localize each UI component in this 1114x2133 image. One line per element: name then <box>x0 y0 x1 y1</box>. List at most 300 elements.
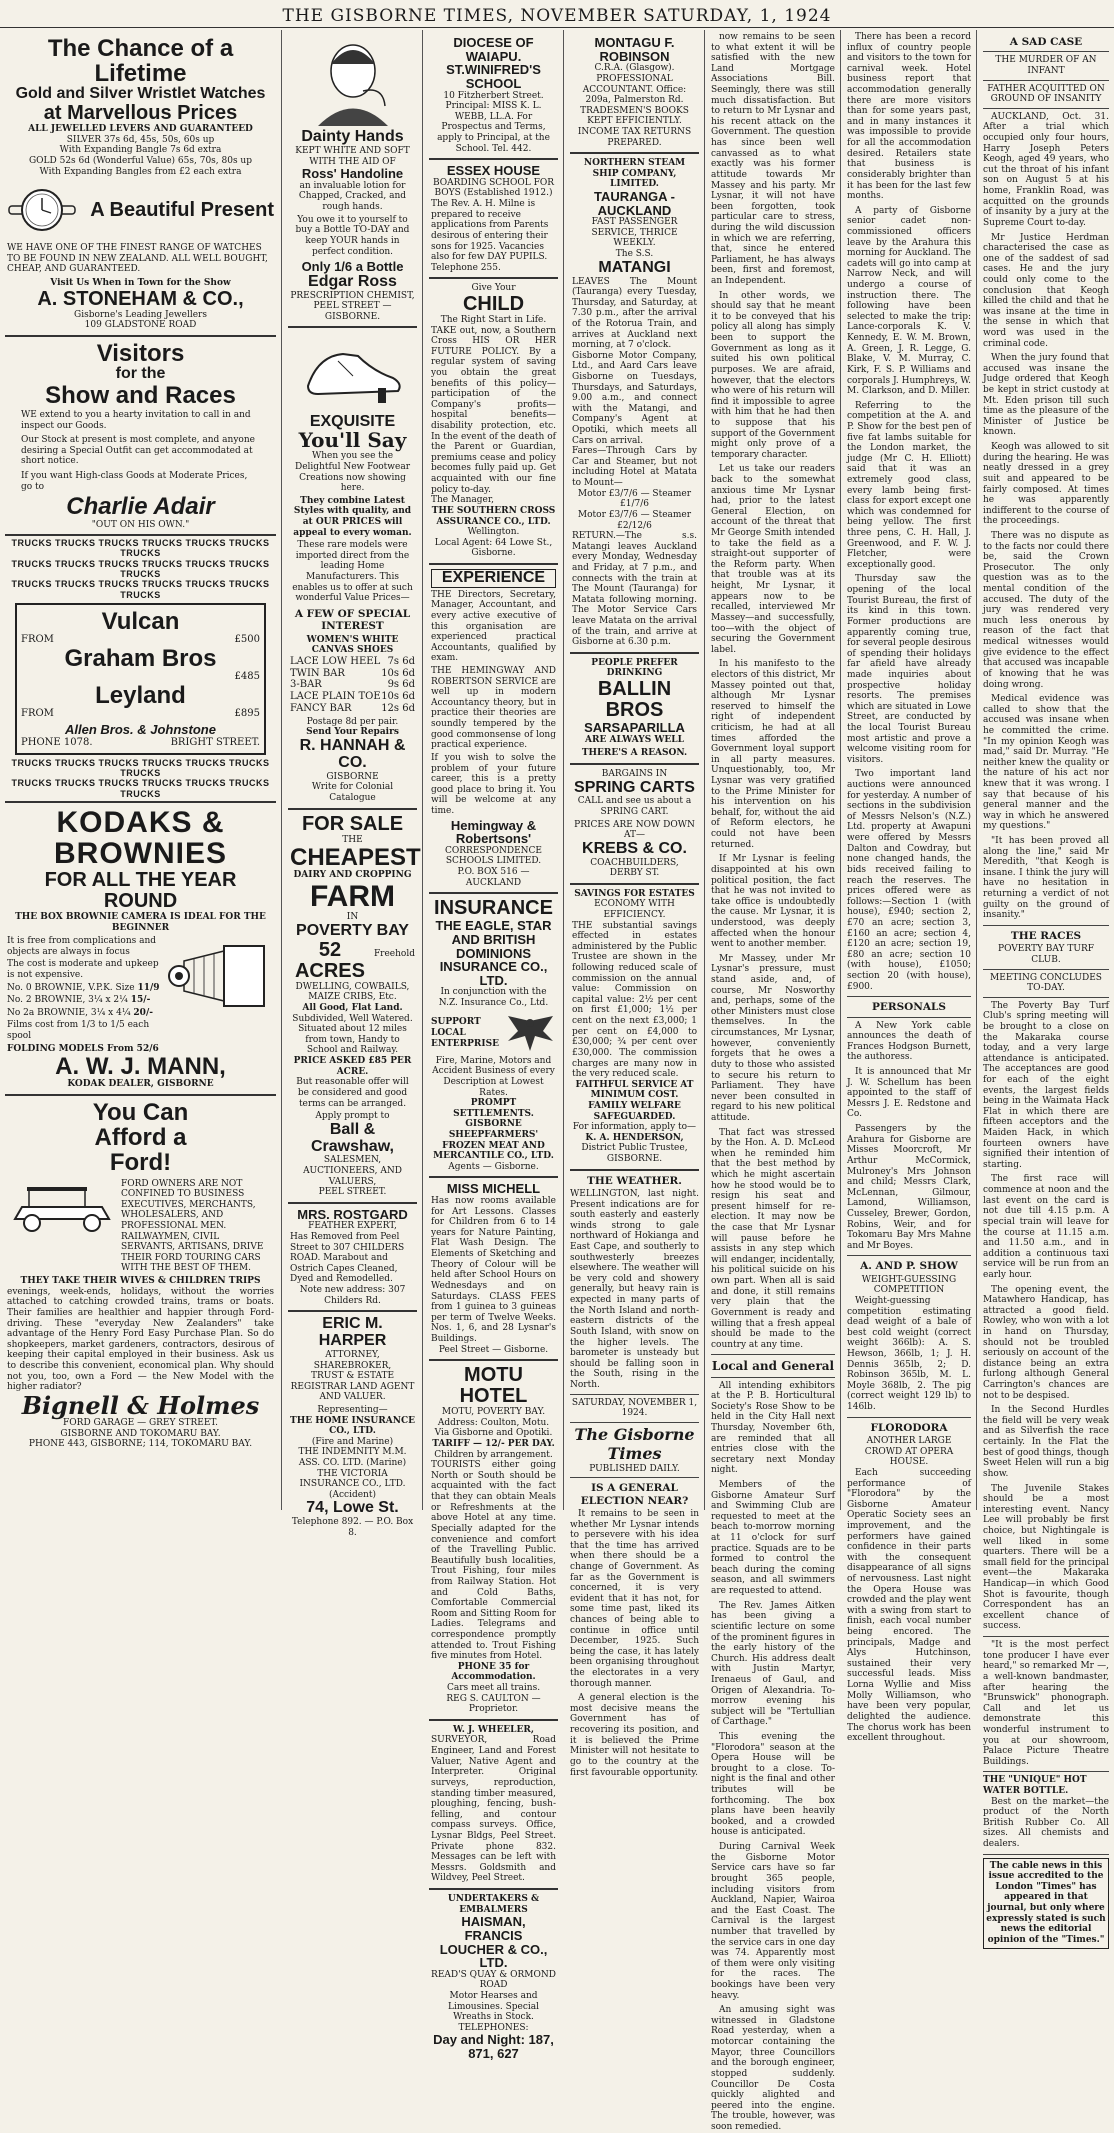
ross-price: Only 1/6 a Bottle <box>301 259 404 275</box>
show-sub: WEIGHT-GUESSING COMPETITION <box>861 1274 957 1296</box>
kodak-item-price: 20/- <box>133 1007 153 1018</box>
column-4 <box>565 30 705 1778</box>
motu-phone: PHONE 35 for Accommodation. <box>451 1661 536 1683</box>
krebs-addr: DERBY ST. <box>609 868 660 879</box>
races-heading: THE RACES <box>1010 929 1082 942</box>
leyland-from: FROM <box>21 708 54 720</box>
adair-name: Charlie Adair <box>66 493 215 521</box>
column-6 <box>842 30 977 1744</box>
local-item: An amusing sight was witnessed in Gladstone Road yesterday, when a motorcar containing the Mayor, three Councillors and the borough engineer, stopped suddenly. Councillor De Costa quickly alighted and peered into the engine. The trouble, however, was soon remedied. <box>711 2005 835 2132</box>
editorial-cont-p2: In other words, we should say that he meant it to be conveyed that his policy all along has simply been to support the Government as long as it suited his own political purposes. We are afraid, however, that the electors who were of his return will find it impossible to agree with him that he had then to suppose that his support of the Government might only prove of a temporary character. <box>711 290 835 460</box>
harper-co3: THE VICTORIA INSURANCE CO., LTD. (Accident) <box>299 1468 406 1500</box>
harper-tel: Telephone 892. — P.O. Box 8. <box>291 1517 414 1538</box>
steam-h2: TAURANGA - AUCKLAND <box>594 188 675 218</box>
stoneham-addr: 109 GLADSTONE ROAD <box>84 320 197 331</box>
robinson-role: C.R.A. (Glasgow). <box>594 63 675 74</box>
steam-return: RETURN.—The s.s. Matangi leaves Auckland every Monday, Wednesday and Friday, at 7 p.m., and connects with the train at The Mount (Tauranga) for Matata following morning. The Motor Service Cars leave Matata on the arrival of the train, and arrive at Gisborne at 6.30 p.m. <box>572 531 697 648</box>
motu-addr: Address: Coulton, Motu. <box>437 1417 550 1428</box>
stoneham-sub1: Gold and Silver Wristlet Watches <box>15 85 266 103</box>
sad-case-heading: A SAD CASE <box>1009 36 1083 48</box>
ross-name: Edgar Ross <box>308 272 397 290</box>
ross-l3: an invaluable lotion for Chapped, Cracked, and rough hands. <box>298 180 407 213</box>
ballin-h2: BALLIN BROS <box>597 678 672 722</box>
undertakers-nums: Day and Night: 187, 871, 627 <box>433 2032 554 2062</box>
kodak-films: Films cost from 1/3 to 1/5 each spool <box>7 1020 150 1042</box>
shoes-name: R. HANNAH & CO. <box>299 737 406 771</box>
local-item: The Rev. James Aitken has been giving a scientific lecture on some of the prominent figures in the early history of the Church. His address dealt with Justin Martyr, Irenaeus of Gaul, and Origen of Alexandria. To-morrow evening his subject will be "Tertullian of Carthage." <box>711 1600 835 1728</box>
steam-h5: MATANGI <box>598 258 671 276</box>
adair-p3: If you want High-class Goods at Moderate Prices, go to <box>21 471 248 492</box>
stoneham-sub2: at Marvellous Prices <box>43 102 238 125</box>
shoes-h2: You'll Say <box>298 428 407 453</box>
graham-price: £485 <box>234 671 260 683</box>
trucks-border-row: TRUCKS TRUCKS TRUCKS TRUCKS TRUCKS TRUCKS TRUCKS <box>11 579 270 600</box>
krebs-ad <box>570 765 699 885</box>
trucks-street: BRIGHT STREET. <box>170 736 260 748</box>
news-item: A party of Gisborne senior cadet non-commissioned officers leave by the Arahura this morning for Auckland. The cadets will go into camp at Narrow Neck, and will undergo a course of instruction there. The following have been selected to make the trip: Lance-corporals K. V. Kennedy, E. W. M. Brown, A. Green, J. R. Legge, G. Blake, V. M. Murray, C. Kirk, F. S. P. Williams and corporals J. Humphreys, W. M. Clarkson, and D. Miller. <box>847 205 971 397</box>
races-sub2: MEETING CONCLUDES TO-DAY. <box>990 972 1102 994</box>
show-heading: A. AND P. SHOW <box>860 1260 958 1273</box>
estates-city: GISBORNE. <box>606 1154 663 1164</box>
editorial-cont-p5: If Mr Lysnar is feeling disappointed at his own political position, the fact that he was not invited to take office is undoubtedly the cause. Mr Lysnar, it is understood, was deeply affected when the honour went to another member. <box>711 854 835 950</box>
trucks-border-row: TRUCKS TRUCKS TRUCKS TRUCKS TRUCKS TRUCKS TRUCKS <box>11 757 270 778</box>
sale-d1: DWELLING, COWBAILS, MAIZE CRIBS, Etc. <box>295 981 410 1003</box>
harper-l2: TRUST & ESTATE REGISTRAR LAND AGENT AND VALUER. <box>290 1371 415 1403</box>
shoe-item-name: TWIN BAR <box>290 667 345 679</box>
shoe-item-price: 10s 6d <box>381 691 415 703</box>
harper-co1: THE HOME INSURANCE CO., LTD. <box>290 1415 415 1437</box>
experience-p3: If you wish to solve the problem of your future career, this is a pretty good place to bring it. You will be welcome at any time. <box>431 752 556 816</box>
trucks-border-row: TRUCKS TRUCKS TRUCKS TRUCKS TRUCKS TRUCKS TRUCKS <box>11 778 270 799</box>
sale-agent2: SALESMEN, AUCTIONEERS, AND VALUERS, <box>303 1155 402 1187</box>
estates-role: District Public Trustee, <box>581 1143 688 1154</box>
kodak-item-price: 15/- <box>130 995 151 1006</box>
adair-p2: Our Stock at present is most complete, and anyone desiring a Special Outfit can get accommodated at short notice. <box>21 435 255 467</box>
stoneham-tag: Gisborne's Leading Jewellers <box>74 309 207 320</box>
adair-tag: "OUT ON HIS OWN." <box>91 519 190 530</box>
shoes-p2: They combine Latest Styles with quality, and at OUR PRICES will appeal to every woman. <box>293 495 412 538</box>
ford-p: evenings, week-ends, holidays, without the worries attached to catching crowded trains, trams or boats. Their families are healthier and happier through Ford-driving. These "everyday New Zealanders" take advantage of the Henry Ford Easy Purchase Plan. So do shopkeepers, market gardeners, contractors, desirous of keeping their capital employed in their business. Ask us to describe this convenient, economical plan. Why should not you, too, own a Ford — the New Model with the higher radiator? <box>7 1286 274 1393</box>
motu-tariff2: Children by arrangement. <box>434 1449 553 1460</box>
rostgard-addr: Note new address: 307 Childers Rd. <box>299 1285 406 1306</box>
shoes-p3: These rare models were imported direct from the leading Home Manufacturers. This enables us to offer at such wonderful Value Prices— <box>292 540 413 604</box>
krebs-name: KREBS & CO. <box>582 839 687 857</box>
insurance-prompt: PROMPT SETTLEMENTS. <box>453 1098 534 1119</box>
motu-prop: REG S. CAULTON — Proprietor. <box>446 1693 541 1715</box>
kodak-ad <box>5 803 276 1096</box>
editorial-cont-p7: That fact was stressed by the Hon. A. D. McLeod when he reminded him that the best method by which he might ascertain how he stood would be to resign his seat and present himself for re-election. It may now be the case that Mr Lysnar will pause before he assists in any step which will endanger, incidentally, his political suicide on his own part. When all is said and done, it still remains very plain that the Government is ready and willing that a fresh appeal should be made to the country at any time. <box>711 1127 835 1350</box>
steam-p: LEAVES The Mount (Tauranga) every Tuesday, Thursday, and Saturday, at 7.30 p.m., after the arrival of the Rotorua Train, and arrives at Auckland next morning, at 7 o'clock. <box>572 276 697 351</box>
sale-agent: Ball & Crawshaw, <box>311 1120 394 1155</box>
lady-portrait-icon <box>293 36 413 126</box>
adair-ad <box>5 337 276 536</box>
sale-h7: POVERTY BAY <box>296 922 409 940</box>
times-title: The Gisborne Times <box>574 1424 695 1463</box>
kodak-name: A. W. J. MANN, <box>55 1053 226 1081</box>
school-addr: 10 Fitzherbert Street. <box>443 90 544 101</box>
rostgard-tag: FEATHER EXPERT, <box>308 1221 397 1232</box>
rostgard-name: MRS. ROSTGARD <box>297 1206 408 1222</box>
editorial-cont-p4: In his manifesto to the electors of this district, Mr Massey pointed out that, although Mr Lysnar reserved to himself the right of independent criticism, he had at all times afforded the Government loyal support in all party measures. Unquestionably, too, Mr Lysnar was very gratified to the Prime Minister for his intervention on his behalf, for, without the aid of Reform electors, he could not have been returned. <box>711 659 835 850</box>
stoneham-ad <box>5 32 276 337</box>
wheeler-name: W. J. WHEELER, <box>453 1724 534 1735</box>
school-h2: ST.WINIFRED'S SCHOOL <box>446 62 541 91</box>
ross-addr: PEEL STREET — GISBORNE. <box>313 301 392 322</box>
column-7 <box>978 30 1114 1945</box>
vulcan-from: FROM <box>21 634 54 646</box>
motu-cars: Cars meet all trains. <box>446 1683 541 1694</box>
krebs-price: PRICES ARE NOW DOWN AT— <box>574 819 695 841</box>
sale-h5: FARM <box>310 879 395 913</box>
ford-addr2: GISBORNE AND TOKOMARU BAY. <box>60 1428 221 1439</box>
experience-addr: P.O. BOX 516 — AUCKLAND <box>457 867 530 888</box>
michell-ad <box>429 1178 558 1361</box>
stoneham-line4: GOLD 52s 6d (Wonderful Value) 65s, 70s, 80s up <box>28 156 252 166</box>
estates-h1: SAVINGS FOR ESTATES <box>574 888 695 899</box>
races-p: The Poverty Bay Turf Club's spring meeting will be brought to a close on the Makaraka course today, and a very large attendance is anticipated. The acceptances are good for each of the eight events, the largest fields being in the Waimata Hack Flat in which there are fifteen acceptors and the Maiden Hack, in which fourteen owners have signified their intention of starting. <box>983 1000 1109 1170</box>
sad-case-p: "It has been proved all along the line," said Mr Meredith, "that Keogh is insane. I think the jury will have no hesitation in returning a verdict of not guilty on the ground of insanity." <box>983 836 1109 921</box>
editorial-p1: It remains to be seen in whether Mr Lysnar intends to persevere with his idea that the time has arrived when there should be a change of Government. As far as the Government is concerned, it is very evident that it has not, for some time past, liked its chances of being able to continue in office until December, 1925. Such being the case, it has lately been organising throughout the electorates in a very thorough manner. <box>570 1508 699 1689</box>
shoe-item-name: LACE PLAIN TOE <box>290 691 381 703</box>
experience-p2: THE HEMINGWAY AND ROBERTSON SERVICE are well up in modern Accountancy theory, but in practice their theories are soundly tempered by the good commonsense of long practical experience. <box>431 666 556 751</box>
sad-case-sub2: FATHER ACQUITTED ON GROUND OF INSANITY <box>987 83 1105 105</box>
sale-h1: FOR SALE <box>301 812 404 835</box>
local-general-heading: Local and General <box>711 1359 835 1374</box>
insurance-support: SUPPORT LOCAL ENTERPRISE <box>431 1017 499 1049</box>
insurance-agents: Agents — Gisborne. <box>448 1161 539 1172</box>
insurance-p2: Fire, Marine, Motors and Accident Business of every Description at Lowest Rates. <box>432 1055 555 1098</box>
sad-case-sub: THE MURDER OF AN INFANT <box>995 55 1097 76</box>
shoe-item-price: 12s 6d <box>381 703 415 715</box>
wheeler-ad <box>429 1721 558 1890</box>
vulcan-price: £500 <box>234 634 260 646</box>
bottle-heading: THE "UNIQUE" HOT WATER BOTTLE. <box>983 1775 1087 1796</box>
news-item: Two important land auctions were announced for yesterday. A number of sections in the subdivision of Messrs Nelson's (N.Z.) Ltd. property at Awapuni were offered by Messrs Dalton and Cowdray, but none changed hands, the bids received failing to reach the reserves. The prices offered were as follows:—Section 1 (with house), £940; section 2, £70 an acre; section 3, £160 an acre; section 4, £120 an acre; section 19, £80 an acre; section 10 (with house), £1050; section 20 (with house), £900. <box>847 769 971 992</box>
bottle-text: Best on the market—the product of the North British Rubber Co. All sizes. All chemists and dealers. <box>983 1796 1109 1850</box>
krebs-h2: SPRING CARTS <box>574 778 695 796</box>
estates-ad <box>570 885 699 1171</box>
florodora-heading: FLORODORA <box>870 1421 948 1434</box>
shoe-item-name: LACE LOW HEEL <box>290 655 381 667</box>
shoe-item-name: FANCY BAR <box>290 703 352 715</box>
shoe-icon <box>298 336 408 406</box>
ballin-h4: ARE ALWAYS WELL <box>585 734 684 745</box>
kodak-item-name: No. 0 BROWNIE, V.P.K. Size <box>7 982 135 993</box>
estates-info: For information, apply to— <box>572 1122 697 1133</box>
sale-addr: PEEL STREET. <box>318 1187 387 1198</box>
folding-camera-icon <box>164 936 274 1016</box>
local-item: Members of the Gisborne Amateur Surf and Swimming Club are requested to meet at the beach to-morrow morning at 11 o'clock for surf practice. Squads are to be formed to control the beach during the coming season, and all swimmers are requested to attend. <box>711 1479 835 1597</box>
races-p: The Juvenile Stakes should be a most interesting event. Nancy Lee will probably be first choice, but Nightingale is well liked in some quarters. There will be a small field for the principal event—the Makaraka Handicap—in which Good Shot is favourite, though Correspondent has an excellent chance of success. <box>983 1483 1109 1632</box>
sad-case-p: Medical evidence was called to show that the accused was insane when he committed the crime. "In my opinion Keogh was mad," said Dr. Murray. "He neither knew the quality or the nature of his act nor knew that it was wrong. I say that because of his general manner and the way in which he answered my questions." <box>983 694 1109 832</box>
editorial-p2: A general election is the most decisive means the Government has of recovering its position, and it is believed the Prime Minister will not hesitate to go to the country at the first favourable opportunity. <box>570 1693 699 1778</box>
ross-tag: PRESCRIPTION CHEMIST, <box>290 290 415 301</box>
motu-p: TOURISTS either going North or South should be acquainted with the fact that they can obtain Meals or Refreshments at the above Hotel at any time. Specially adapted for the convenience and comfort of the Travelling Public. Beautifully bush localities, Trout Fishing, four miles from Railway Station. Hot and Cold Baths, Comfortable Commercial Room and Sitting Room for Ladies. Telegrams and correspondence promptly attended to. Trout Fishing five minutes from Hotel. <box>431 1460 556 1662</box>
graham-label: Graham Bros <box>64 645 217 673</box>
wheeler-p: SURVEYOR, Road Engineer, Land and Forest Valuer, Native Agent and Interpreter. Original surveys, reproduction, standing timber measured, ploughing, fencing, bush-felling, and contour compass surveys. Office, Lysnar Bldgs, Peel Street. Private phone 832. Messages can be left with Messrs. Goldsmith and Wildvey, Peel Street. <box>431 1735 556 1884</box>
column-1 <box>0 30 282 1510</box>
local-item: During Carnival Week the Gisborne Motor Service cars have so far brought 365 people, including visitors from Auckland, Napier, Wairoa and the East Coast. The Carnival is the largest number that travelled by the service cars in one day was 74. Apparently most of them were only visiting for the races. The bookings have been very heavy. <box>711 1842 835 2001</box>
essex-ad <box>429 160 558 279</box>
undertakers-ad <box>429 1890 558 2065</box>
editorial-cont-p6: Mr Massey, under Mr Lysnar's pressure, must stand aside, and, of course, Mr Nosworthy and, perhaps, some of the other Ministers must close themselves. In the circumstances, Mr Lysnar, however, conveniently forgets that he owes a duty to those who assisted to secure his return to Parliament. They have never been consulted in regard to his new political attitude. <box>711 953 835 1123</box>
races-p: In the Second Hurdles the field will be very weak and as Silverfish the race certainly. In the Flat the best of good things, though Sweet Helen will run a big show. <box>983 1405 1109 1479</box>
shoes-repairs: Send Your Repairs <box>306 727 399 738</box>
child-co: THE SOUTHERN CROSS ASSURANCE CO., LTD. <box>431 505 556 527</box>
experience-ad <box>429 565 558 894</box>
school-h1: DIOCESE OF WAIAPU. <box>453 35 534 64</box>
weather-section <box>570 1175 699 1423</box>
estates-h2: ECONOMY WITH EFFICIENCY. <box>594 899 675 920</box>
times-nameplate <box>570 1426 699 1474</box>
ford-h1: You Can <box>92 1099 189 1127</box>
sale-d3: Subdivided, Well Watered. Situated about 12 miles from town, Handy to School and Railway. <box>292 1013 413 1056</box>
stoneham-headline: The Chance of a Lifetime <box>47 35 234 88</box>
ford-tag: THEY TAKE THEIR WIVES & CHILDREN TRIPS <box>20 1276 261 1287</box>
weather-heading: THE WEATHER. <box>587 1174 682 1187</box>
essex-h1: ESSEX HOUSE <box>446 163 541 179</box>
kodak-folding: FOLDING MODELS From 52/6 <box>7 1043 159 1054</box>
shoes-p1: When you see the Delightful New Footwear Creations now showing here. <box>294 451 410 494</box>
trucks-border-row: TRUCKS TRUCKS TRUCKS TRUCKS TRUCKS TRUCKS TRUCKS <box>11 558 270 580</box>
harper-role: ATTORNEY, <box>325 1349 380 1360</box>
krebs-role: COACHBUILDERS, <box>590 857 679 868</box>
local-item: All intending exhibitors at the P. B. Horticultural Society's Rose Show to be held in the City Hall next Thursday, November 6th, are reminded that all entries close with the secretary next Monday night. <box>711 1380 835 1476</box>
estates-name: K. A. HENDERSON, <box>585 1132 684 1143</box>
adair-h3: Show and Races <box>45 381 236 409</box>
shoes-cat: Write for Colonial Catalogue <box>311 782 394 803</box>
sale-h3: CHEAPEST <box>290 844 421 872</box>
child-p: TAKE out, now, a Southern Cross HIS OR HER FUTURE POLICY. By a regular system of saving you obtain the great benefits of this policy—participation of the Company's profits—hospital benefits—disability protection, etc. In the event of the death of the Parent or Guardian, premiums cease and policy becomes fully paid up. Get acquainted with our fine policy to-day. <box>431 325 556 495</box>
sad-case-p: AUCKLAND, Oct. 31. After a trial which occupied only four hours, Harry Joseph Peters Keogh, aged 49 years, who cut the throat of his infant son on August 5 at his home, Franklin Road, was acquitted on the grounds of insanity by a jury at the Supreme Court to-day. <box>983 111 1109 228</box>
krebs-p: CALL and see us about a SPRING CART. <box>577 796 692 817</box>
brunswick-quote: "It is the most perfect tone producer I have ever heard," so remarked Mr —, a well-known bandmaster, after hearing the "Brunswick" phonograph. Call and let us demonstrate this wonderful instrument to you at our showroom, Palace Picture Theatre Buildings. <box>983 1640 1109 1767</box>
kodak-p1: It is free from complications and objects are always in focus <box>7 936 157 957</box>
child-h2: CHILD <box>462 292 525 315</box>
sad-case-p: Keogh was allowed to sit during the hearing. He was neatly dressed in a grey suit and appeared to be fairly composed. At times he was apparently indifferent to the course of the proceedings. <box>983 442 1109 527</box>
ross-h1: Dainty Hands <box>301 128 404 146</box>
ford-body: FORD OWNERS ARE NOT CONFINED TO BUSINESS EXECUTIVES, MERCHANTS, WHOLESALERS, AND PROFESSIONAL MEN. RAILWAYMEN, CIVIL SERVANTS, ARTISANS, DRIVE THEIR FORD TOURING CARS WITH THE BEST OF THEM. <box>121 1178 264 1274</box>
child-city: Wellington. <box>467 527 520 538</box>
shoes-sub: WOMEN'S WHITE CANVAS SHOES <box>306 634 399 656</box>
child-h3: The Right Start in Life. <box>440 314 547 325</box>
personal-item: It is announced that Mr J. W. Schellum has been appointed to the staff of Messrs J. E. Redstone and Co. <box>847 1067 971 1120</box>
sale-d2: All Good, Flat Land. <box>302 1003 403 1014</box>
florodora-sub: ANOTHER LARGE CROWD AT OPERA HOUSE. <box>864 1436 954 1468</box>
races-p: The first race will commence at noon and the last event on the card is not due till 4.15 p.m. A special train will leave for the course at 11.15 a.m. and 11.50 a.m., and in addition a continuous taxi service will be run from an early hour. <box>983 1174 1109 1280</box>
leyland-price: £895 <box>234 708 260 720</box>
editorial-cont-p1: now remains to be seen to what extent it will be satisfied with the new Land Mortgage Associations Bill. Seemingly, there was still much dissatisfaction. But to return to Mr Lysnar and his recent attack on the Government. The question has since been well canvassed as to what exactly was his former attitude towards Mr Massey and his party. Mr Lysnar, it will not have been forgotten, took particular care to stress, during the wild discussion in which we are referring, that, since he entered Parliament, he has always been, first and foremost, an Independent. <box>711 32 835 287</box>
undertakers-addr: READ'S QUAY & ORMOND ROAD <box>431 1969 556 1991</box>
insurance-ad <box>429 894 558 1178</box>
ford-name: Bignell & Holmes <box>21 1390 260 1420</box>
adair-h1: Visitors <box>96 339 185 367</box>
ross-l2: Ross' Handoline <box>301 166 404 182</box>
sad-case-p: When the jury found that accused was insane the Judge ordered that Keogh be kept in strict custody at Mt. Eden prison till such time as the pleasure of the Minister of Justice be known. <box>983 353 1109 438</box>
news-item: Thursday saw the opening of the local Tourist Bureau, the first of its kind in this town. Former productions are apparently coming true, for several people desirous of spending their holidays far afield have already made inquiries about prospective holiday resorts. The premises which are situated in Lowe Street, are conducted by the local Tourist Bureau most artistic and prove a welcome visiting room for visitors. <box>847 574 971 765</box>
ford-car-icon <box>7 1179 117 1234</box>
robinson-name: MONTAGU F. ROBINSON <box>594 35 675 64</box>
robinson-p: PROFESSIONAL ACCOUNTANT. Office: 209a, Palmerston Rd. TRADESMEN'S BOOKS KEPT EFFICIENTLY. INCOME TAX RETURNS PREPARED. <box>577 73 692 148</box>
michell-name: MISS MICHELL <box>446 1181 541 1197</box>
shoe-item-price: 9s 6d <box>387 679 415 691</box>
experience-p1: THE Directors, Secretary, Manager, Accountant, and every active executive of this organisation are experienced practical Accountants, qualified by exam. <box>431 589 556 664</box>
show-text: Weight-guessing competition estimating dead weight of a bale of best cold weight (correct weight 366lb): A. S. Hewson, 366lb, 1; J. H. Dennis 365lb, 2; D. Robinson 365lb, M. L. Moyle 368lb, 2. The pig (correct weight 129 lb) to 146lb. <box>847 1296 971 1413</box>
insurance-p: In conjunction with the N.Z. Insurance Co., Ltd. <box>438 987 549 1009</box>
trucks-phone: PHONE 1078. <box>21 736 93 748</box>
ford-h3: Ford! <box>109 1149 172 1177</box>
motu-tariff: TARIFF — 12/- PER DAY. <box>432 1439 555 1450</box>
shoe-item-price: 10s 6d <box>381 667 415 679</box>
harper-name: ERIC M. HARPER <box>318 1315 387 1350</box>
ford-phone: PHONE 443, GISBORNE; 114, TOKOMARU BAY. <box>28 1439 253 1450</box>
vulcan-label: Vulcan <box>101 608 180 636</box>
eagle-icon <box>503 1011 558 1056</box>
sale-d4: PRICE ASKED £85 PER ACRE. <box>293 1056 412 1077</box>
insurance-h1: INSURANCE <box>434 897 553 920</box>
rostgard-p: Has Removed from Peel Street to 307 CHILDERS ROAD. Marabout and Ostrich Capes Cleaned, Dyed and Remodelled. <box>290 1232 405 1285</box>
farm-sale-ad <box>288 810 421 1204</box>
child-mgr: The Manager, <box>431 495 494 506</box>
stoneham-line1: ALL JEWELLED LEVERS AND GUARANTEED <box>28 124 253 135</box>
stoneham-visit: Visit Us When in Town for the Show <box>50 278 231 289</box>
essex-p: The Rev. A. H. Milne is prepared to receive applications from Parents desirous of entering their sons for 1925. Vacancies also for few DAY PUPILS. Telephone 255. <box>431 199 549 273</box>
experience-sub: CORRESPONDENCE SCHOOLS LIMITED. <box>445 845 542 867</box>
sale-h4: DAIRY AND CROPPING <box>293 870 412 881</box>
ballin-h3: SARSAPARILLA <box>584 720 685 736</box>
trucks-ad <box>5 536 276 803</box>
child-agent: Local Agent: 64 Lowe St., Gisborne. <box>434 537 553 559</box>
sale-acres: 52 ACRES <box>294 938 365 982</box>
estates-p2: FAITHFUL SERVICE AT MINIMUM COST. <box>575 1079 694 1101</box>
adair-h2: for the <box>115 365 166 383</box>
sale-d5: But reasonable offer will be considered and good terms can be arranged. <box>296 1077 409 1109</box>
shoes-ad <box>288 328 417 809</box>
michell-p: Has now rooms available for Art Lessons. Classes for Children from 6 to 14 years for Nature Painting, Flat Wash Design. The Elements of Sketching and Theory of Colour will be held after School Hours on Wednesdays and on Saturdays. CLASS FEES from 1 guinea to 3 guineas per term of Twelve Weeks. Nos. 1, 6, and 28 Lysnar's Buildings. <box>431 1196 556 1344</box>
child-ad <box>429 279 558 565</box>
stoneham-body: WE HAVE ONE OF THE FINEST RANGE OF WATCHES TO BE FOUND IN NEW ZEALAND. ALL WELL BOUGHT, CHEAP, AND GUARANTEED. <box>7 243 268 275</box>
editorial-heading: IS A GENERAL ELECTION NEAR? <box>580 1482 689 1507</box>
stoneham-line3: With Expanding Bangle 7s 6d extra <box>59 145 222 156</box>
column-2 <box>283 30 423 1538</box>
steam-h1: NORTHERN STEAM SHIP COMPANY, LIMITED. <box>583 158 686 190</box>
sad-case-p: There was no dispute as to the facts nor could there be, said the Crown Prosecutor. The only question was as to the mental condition of the accused. The duty of the jury was rendered very much less onerous by reason of the fact that medical witnesses would give evidence to the effect that accused was incapable of knowing that he was doing wrong. <box>983 530 1109 690</box>
shoe-item-name: 3-BAR <box>290 679 322 691</box>
kodak-h1: KODAKS & BROWNIES <box>54 805 227 871</box>
child-h1: Give Your <box>471 283 516 294</box>
shoes-h1: EXQUISITE <box>309 412 396 430</box>
undertakers-h1: UNDERTAKERS & EMBALMERS <box>447 1894 540 1915</box>
ford-addr1: FORD GARAGE — GREY STREET. <box>63 1417 218 1428</box>
kodak-item-name: No. 2 BROWNIE, 3¼ x 2¼ <box>7 995 128 1006</box>
essex-h2: BOARDING SCHOOL FOR BOYS (Established 1912.) <box>432 177 555 199</box>
shoe-item-price: 7s 6d <box>387 655 415 667</box>
ross-ad <box>288 32 417 328</box>
sale-free: Freehold <box>373 948 415 959</box>
kodak-item-price: 11/9 <box>137 982 160 993</box>
undertakers-name: HAISMAN, FRANCIS LOUCHER & CO., LTD. <box>439 1914 548 1971</box>
motu-h2: MOTU, POVERTY BAY. <box>441 1407 546 1418</box>
kodak-item-name: No 2a BROWNIE, 3¼ x 4¼ <box>7 1007 131 1018</box>
editorial <box>570 1482 699 1778</box>
cable-notice: The cable news in this issue accredited to the London "Times" has appeared in that journal, but only where expressly stated is such news the editorial opinion of the "Times." <box>983 1858 1109 1949</box>
harper-co1b: (Fire and Marine) <box>311 1436 394 1447</box>
news-item: There has been a record influx of country people and visitors to the town for carnival week. Hotel business report that accommodation generally there are more visitors than for some years past, and in many instances it was impossible to provide for all the accommodation desired. Retailers state that business is considerably brighter than it has been for the last few months. <box>847 32 972 202</box>
editorial-cont-p3: Let us take our readers back to the somewhat anxious time Mr Lysnar had, prior to the latest General Election, on account of the threat that Mr George Smith intended to take the field as a straight-out supporter of the Reform party. When that trouble was at its height, Mr Lysnar, it appears now to be recalled, interviewed Mr Massey—and successfully, too—with the object of securing the Government label. <box>711 464 835 655</box>
school-p: Principal: MISS K. L. WEBB, LL.A. For Prospectus and Terms, apply to Principal, at the School. Tel. 442. <box>437 101 550 154</box>
ford-h2: Afford a <box>94 1124 187 1152</box>
watch-icon <box>7 180 77 240</box>
harper-l1: SHAREBROKER, <box>313 1360 392 1371</box>
steam-fares: Fares—Through Cars by Car and Steamer, but not including Hotel at Matata to Mount— <box>572 446 697 489</box>
experience-h1: EXPERIENCE <box>431 569 556 588</box>
news-item: Referring to the competition at the A. and P. Show for the best pen of five fat lambs suitable for the London market, the judge (Mr C. H. Elliott) said that it was an extremely good class, every lamb being first-class for export except one which was condemned for being yellow. The first three pens, C. H. Hall, J. Greenwood, and F. W. J. Fletcher, were exceptionally good. <box>847 400 971 570</box>
rostgard-ad <box>288 1204 417 1313</box>
shoes-hd: A FEW OF SPECIAL INTEREST <box>294 607 411 633</box>
steam-h3: FAST PASSENGER SERVICE, THRICE WEEKLY. <box>591 217 678 249</box>
times-sub: PUBLISHED DAILY. <box>589 1463 680 1474</box>
sale-apply: Apply prompt to <box>315 1111 390 1122</box>
stoneham-line2: SILVER 37s 6d, 45s, 50s, 60s up <box>66 134 215 145</box>
personal-item: A New York cable announces the death of Frances Hodgson Burnett, the authoress. <box>847 1020 971 1063</box>
harper-ad <box>288 1312 417 1542</box>
undertakers-p: Motor Hearses and Limousines. Special Wreaths in Stock. <box>448 1991 539 2023</box>
steam-h4: The S.S. <box>615 249 654 260</box>
stoneham-line5: With Expanding Bangles from £2 each extra <box>39 166 242 177</box>
ross-l4: You owe it to yourself to buy a Bottle TO-DAY and keep YOUR hands in perfect condition. <box>295 214 410 257</box>
races-sub: POVERTY BAY TURF CLUB. <box>998 944 1094 965</box>
personal-item: Passengers by the Arahura for Gisborne are Misses Moorcroft, Mr Arthur McCormick, Mulroney's Mrs Johnson and child; Messrs Clark, McLennan, Gilmour, Lamond, Williamson, Cusseley, Brewer, Gordon, Robins, Weir, and for Tokomaru Bay Mrs Mahne and Mr Boyes. <box>847 1124 971 1251</box>
kodak-sub: THE BOX BROWNIE CAMERA IS IDEAL FOR THE BEGINNER <box>15 911 266 933</box>
steam-fare1: Motor £3/7/6 — Steamer £1/7/6 <box>577 488 692 510</box>
steamship-ad <box>570 154 699 654</box>
school-ad <box>429 32 558 160</box>
insurance-agent: GISBORNE SHEEPFARMERS' FROZEN MEAT AND MERCANTILE CO., LTD. <box>433 1119 554 1162</box>
krebs-h1: BARGAINS IN <box>601 768 668 779</box>
michell-addr: Peel Street — Gisborne. <box>438 1344 549 1355</box>
ross-l1: KEPT WHITE AND SOFT WITH THE AID OF <box>295 146 410 167</box>
steam-p2: Gisborne Motor Company, Ltd., and Aard Cars leave Gisborne on Tuesdays, Thursdays, and Saturdays, 9.00 a.m., and connect with the Matangi, and Company's Agent at Opotiki, which meets all Cars on arrival. <box>572 350 697 446</box>
harper-addr: 74, Lowe St. <box>306 1499 399 1517</box>
weather-text: WELLINGTON, last night. Present indications are for south easterly and easterly winds strong to gale northward of Hokianga and East Cape, and southerly to southwesterly breezes elsewhere. The weather will be very cold and showery generally, but heavy rain is expected in many parts of the North Island and north-eastern districts of the South Island, with snow on the higher levels. The barometer is unsteady but should be falling soon in the South, rising in the North. <box>570 1188 699 1390</box>
sale-h2: THE <box>342 834 363 845</box>
shoes-city: GISBORNE <box>326 771 379 782</box>
trucks-border-row: TRUCKS TRUCKS TRUCKS TRUCKS TRUCKS TRUCKS TRUCKS <box>11 538 270 559</box>
undertakers-tel: TELEPHONES: <box>458 2022 529 2033</box>
shoes-post: Postage 8d per pair. <box>306 716 399 727</box>
harper-rep: Representing— <box>317 1404 388 1415</box>
sale-h6: IN <box>346 912 359 923</box>
stoneham-name: A. STONEHAM & CO., <box>37 287 244 310</box>
trucks-dealer: Allen Bros. & Johnstone <box>65 722 216 738</box>
insurance-h2: THE EAGLE, STAR AND BRITISH DOMINIONS INSURANCE CO., LTD. <box>435 918 552 988</box>
masthead: THE GISBORNE TIMES, NOVEMBER SATURDAY, 1, 1924 <box>0 0 1114 28</box>
local-item: This evening the "Florodora" season at the Opera House will be brought to a close. To-night is the final and other tributes will be forthcoming. The box plans have been heavily booked, and a crowded house is anticipated. <box>711 1732 835 1838</box>
estates-p: THE substantial savings effected in estates administered by the Public Trustee are shown in the following reduced scale of commission on the annual value: Commission on capital value: 2½ per cent on first £1,000; 1½ per cent on the next £3,000; 1 per cent on £4,000 to £30,000; ¾ per cent over £30,000. The commission charges are many now in the very reduced scale. <box>572 920 697 1080</box>
sad-case-p: Mr Justice Herdman characterised the case as one of the saddest of sad cases. He and the jury could only come to the conclusion that Keogh killed the child and that he was insane at the time in the sense in which that word was used in the criminal code. <box>983 232 1109 349</box>
motu-addr2: Via Gisborne and Opotiki. <box>434 1428 553 1439</box>
kodak-p2: The cost is moderate and upkeep is not expensive. <box>7 959 159 980</box>
ballin-h5: THERE'S A REASON. <box>581 748 688 759</box>
florodora-text: Each succeeding performance of "Florodora" by the Gisborne Amateur Operatic Society sees an improvement, and the performers have gained confidence in their parts with the consequent disappearance of all signs of nervousness. Last night the Opera House was crowded and the play went with a swing from start to finish, each vocal number being encored. The principals, Madge and Alys Hutchinson, sustained their very successful leads. Miss Lorna Wyllie and Miss Molly Williamson, who have been very popular, delighted the audience. The chorus work has been excellent throughout. <box>847 1467 971 1744</box>
ford-ad <box>5 1096 276 1454</box>
date-line: SATURDAY, NOVEMBER 1, 1924. <box>571 1397 698 1419</box>
kodak-h2: FOR ALL THE YEAR ROUND <box>44 868 237 912</box>
ballin-ad <box>570 654 699 765</box>
column-5 <box>706 30 841 2132</box>
column-3 <box>424 30 564 2062</box>
estates-p3: FAMILY WELFARE SAFEGUARDED. <box>588 1100 681 1122</box>
